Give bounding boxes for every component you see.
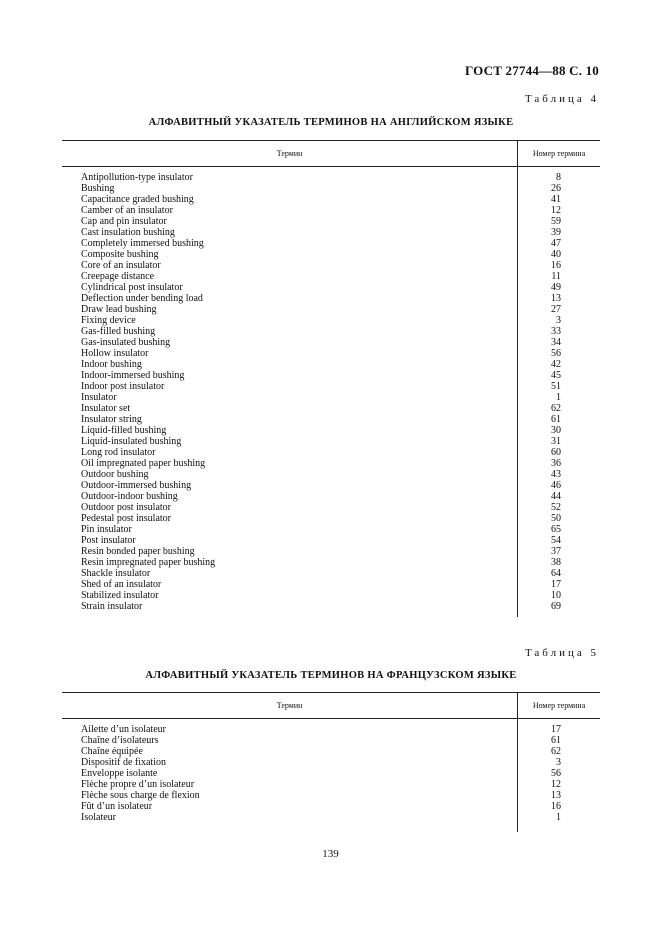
table-row-number: 31 [551, 436, 561, 447]
table-row-number: 43 [551, 469, 561, 480]
table-row-term: Pin insulator [81, 524, 132, 535]
table-row-number: 49 [551, 282, 561, 293]
table-row-term: Deflection under bending load [81, 293, 203, 304]
table-row-number: 26 [551, 183, 561, 194]
table-row-term: Hollow insulator [81, 348, 149, 359]
table-4-term-header: Термин [276, 149, 303, 158]
table-row-term: Cylindrical post insulator [81, 282, 183, 293]
table-row-number: 27 [551, 304, 561, 315]
table-row-term: Cap and pin insulator [81, 216, 167, 227]
table-5-title: АЛФАВИТНЫЙ УКАЗАТЕЛЬ ТЕРМИНОВ НА ФРАНЦУЗСКОМ ЯЗЫКЕ [145, 670, 517, 681]
table-4-number-header: Номер термина [517, 141, 600, 166]
table-row-term: Antipollution-type insulator [81, 172, 193, 183]
table-row-term: Gas-insulated bushing [81, 337, 171, 348]
table-row-term: Stabilized insulator [81, 590, 159, 601]
table-row-number: 46 [551, 480, 561, 491]
table-row-number: 45 [551, 370, 561, 381]
table-row-term: Isolateur [81, 812, 116, 823]
table-row-term: Core of an insulator [81, 260, 161, 271]
table-row-term: Chaîne d’isolateurs [81, 735, 159, 746]
table-row-number: 61 [551, 735, 561, 746]
table-row-number: 60 [551, 447, 561, 458]
table-5-label: Таблица 5 [524, 647, 599, 659]
table-row-term: Shed of an insulator [81, 579, 162, 590]
table-row-number: 56 [551, 348, 561, 359]
table-row-number: 8 [556, 172, 561, 183]
table-row-number: 69 [551, 601, 561, 612]
table-row-term: Completely immersed bushing [81, 238, 204, 249]
table-row-number: 17 [551, 579, 561, 590]
table-row-number: 17 [551, 724, 561, 735]
table-row-term: Enveloppe isolante [81, 768, 158, 779]
table-row-term: Outdoor-immersed bushing [81, 480, 192, 491]
table-row-term: Camber of an insulator [81, 205, 173, 216]
table-5 [62, 692, 600, 832]
table-row-term: Fixing device [81, 315, 136, 326]
table-row-number: 54 [551, 535, 561, 546]
table-row-number: 13 [551, 790, 561, 801]
table-row-number: 16 [551, 260, 561, 271]
table-4-title: АЛФАВИТНЫЙ УКАЗАТЕЛЬ ТЕРМИНОВ НА АНГЛИЙСКОМ ЯЗЫКЕ [148, 117, 514, 128]
table-row-number: 34 [551, 337, 561, 348]
table-4-number-column [517, 167, 600, 617]
table-row-term: Composite bushing [81, 249, 159, 260]
table-row-number: 51 [551, 381, 561, 392]
table-row-number: 42 [551, 359, 561, 370]
table-row-number: 3 [556, 315, 561, 326]
table-4 [62, 140, 600, 617]
table-row-term: Strain insulator [81, 601, 143, 612]
table-5-term-column [62, 719, 517, 832]
table-row-term: Indoor post insulator [81, 381, 165, 392]
table-row-term: Flèche sous charge de flexion [81, 790, 200, 801]
table-row-number: 39 [551, 227, 561, 238]
table-row-term: Dispositif de fixation [81, 757, 166, 768]
table-row-term: Outdoor-indoor bushing [81, 491, 178, 502]
table-row-number: 64 [551, 568, 561, 579]
table-4-label: Таблица 4 [524, 93, 599, 105]
table-row-term: Oil impregnated paper bushing [81, 458, 206, 469]
table-row-number: 13 [551, 293, 561, 304]
table-row-number: 16 [551, 801, 561, 812]
table-row-term: Ailette d’un isolateur [81, 724, 166, 735]
table-row-term: Chaîne équipée [81, 746, 143, 757]
table-row-number: 37 [551, 546, 561, 557]
table-row-number: 62 [551, 746, 561, 757]
table-row-number: 3 [556, 757, 561, 768]
table-row-term: Resin impregnated paper bushing [81, 557, 216, 568]
table-5-number-header: Номер термина [517, 693, 600, 718]
table-row-term: Insulator [81, 392, 117, 403]
table-row-number: 30 [551, 425, 561, 436]
table-row-term: Outdoor post insulator [81, 502, 171, 513]
table-row-term: Long rod insulator [81, 447, 156, 458]
table-row-number: 10 [551, 590, 561, 601]
table-row-number: 33 [551, 326, 561, 337]
table-row-term: Liquid-filled bushing [81, 425, 167, 436]
table-row-term: Post insulator [81, 535, 136, 546]
document-header: ГОСТ 27744—88 С. 10 [465, 63, 599, 78]
table-4-term-column [62, 167, 517, 617]
table-row-term: Gas-filled bushing [81, 326, 156, 337]
table-row-number: 12 [551, 205, 561, 216]
table-row-term: Bushing [81, 183, 115, 194]
table-row-number: 38 [551, 557, 561, 568]
table-row-term: Insulator set [81, 403, 131, 414]
table-row-number: 47 [551, 238, 561, 249]
table-5-term-header: Термин [276, 701, 303, 710]
table-row-term: Outdoor bushing [81, 469, 149, 480]
table-row-number: 59 [551, 216, 561, 227]
table-row-term: Capacitance graded bushing [81, 194, 194, 205]
table-row-term: Indoor bushing [81, 359, 142, 370]
table-row-term: Fût d’un isolateur [81, 801, 153, 812]
table-row-term: Draw lead bushing [81, 304, 157, 315]
table-row-term: Flèche propre d’un isolateur [81, 779, 195, 790]
table-4-header [62, 140, 600, 167]
table-row-number: 1 [556, 812, 561, 823]
table-4-body [62, 167, 600, 617]
table-row-term: Shackle insulator [81, 568, 151, 579]
table-row-number: 50 [551, 513, 561, 524]
table-row-number: 36 [551, 458, 561, 469]
table-row-number: 12 [551, 779, 561, 790]
table-row-number: 65 [551, 524, 561, 535]
table-row-term: Cast insulation bushing [81, 227, 175, 238]
table-row-term: Resin bonded paper bushing [81, 546, 195, 557]
table-5-body [62, 719, 600, 832]
table-5-header [62, 692, 600, 719]
page-number: 139 [322, 848, 339, 860]
table-row-number: 1 [556, 392, 561, 403]
table-row-number: 40 [551, 249, 561, 260]
table-row-number: 44 [551, 491, 561, 502]
table-row-term: Liquid-insulated bushing [81, 436, 182, 447]
table-row-number: 62 [551, 403, 561, 414]
table-row-term: Insulator string [81, 414, 142, 425]
table-row-number: 61 [551, 414, 561, 425]
table-row-number: 56 [551, 768, 561, 779]
table-row-number: 41 [551, 194, 561, 205]
table-row-number: 52 [551, 502, 561, 513]
table-row-term: Creepage distance [81, 271, 155, 282]
table-row-number: 11 [551, 271, 561, 282]
table-row-term: Indoor-immersed bushing [81, 370, 185, 381]
table-5-number-column [517, 719, 600, 832]
table-row-term: Pedestal post insulator [81, 513, 171, 524]
